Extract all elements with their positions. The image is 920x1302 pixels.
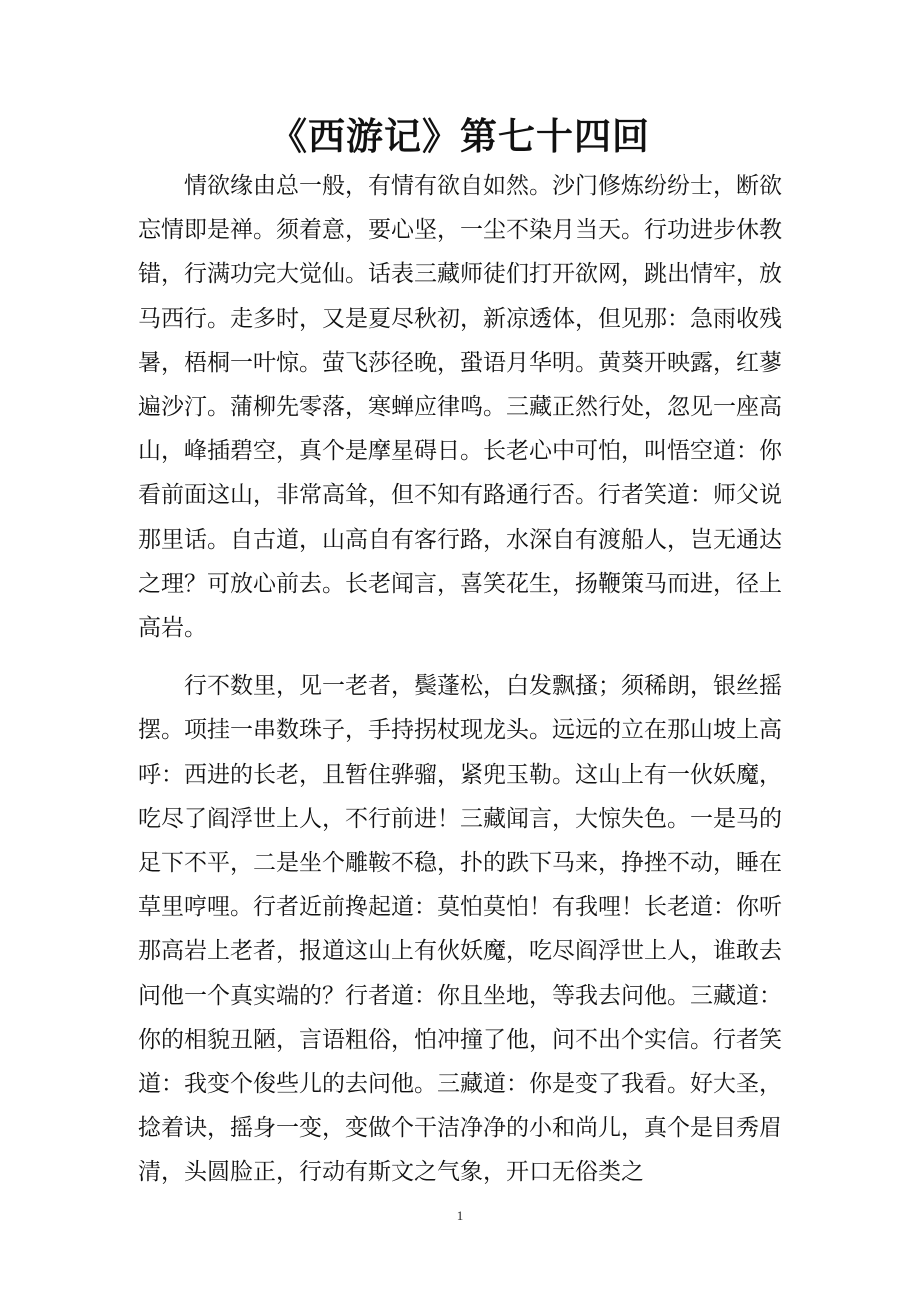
page-number: 1	[456, 1208, 464, 1223]
paragraph-2: 行不数里，见一老者，鬓蓬松，白发飘搔；须稀朗，银丝摇摆。项挂一串数珠子，手持拐杖现龙头。远远的立在那山坡上高呼：西进的长老，且暂住骅骝，紧兜玉勒。这山上有一伙妖魔，吃尽了阎浮世上人，不行前进！三藏闻言，大惊失色。一是马的足下不平，二是坐个雕鞍不稳，扑的跌下马来，挣挫不动，睡在草里哼哩。行者近前搀起道：莫怕莫怕！有我哩！长老道：你听那高岩上老者，报道这山上有伙妖魔，吃尽阎浮世上人，谁敢去问他一个真实端的？行者道：你且坐地，等我去问他。三藏道：你的相貌丑陋，言语粗俗，怕冲撞了他，问不出个实信。行者笑道：我变个俊些儿的去问他。三藏道：你是变了我看。好大圣，捻着诀，摇身一变，变做个干洁净净的小和尚儿，真个是目秀眉清，头圆脸正，行动有斯文之气象，开口无俗类之	[138, 673, 782, 1186]
page-title: 《西游记》第七十四回	[270, 114, 650, 158]
body-text	[138, 164, 782, 1195]
paragraph-1: 情欲缘由总一般，有情有欲自如然。沙门修炼纷纷士，断欲忘情即是禅。须着意，要心坚，一尘不染月当天。行功进步休教错，行满功完大觉仙。话表三藏师徒们打开欲网，跳出情牢，放马西行。走多时，又是夏尽秋初，新凉透体，但见那：急雨收残暑，梧桐一叶惊。萤飞莎径晚，蛩语月华明。黄葵开映露，红蓼遍沙汀。蒲柳先零落，寒蝉应律鸣。三藏正然行处，忽见一座高山，峰插碧空，真个是摩星碍日。长老心中可怕，叫悟空道：你看前面这山，非常高耸，但不知有路通行否。行者笑道：师父说那里话。自古道，山高自有客行路，水深自有渡船人，岂无通达之理？可放心前去。长老闻言，喜笑花生，扬鞭策马而进，径上高岩。	[138, 173, 782, 642]
